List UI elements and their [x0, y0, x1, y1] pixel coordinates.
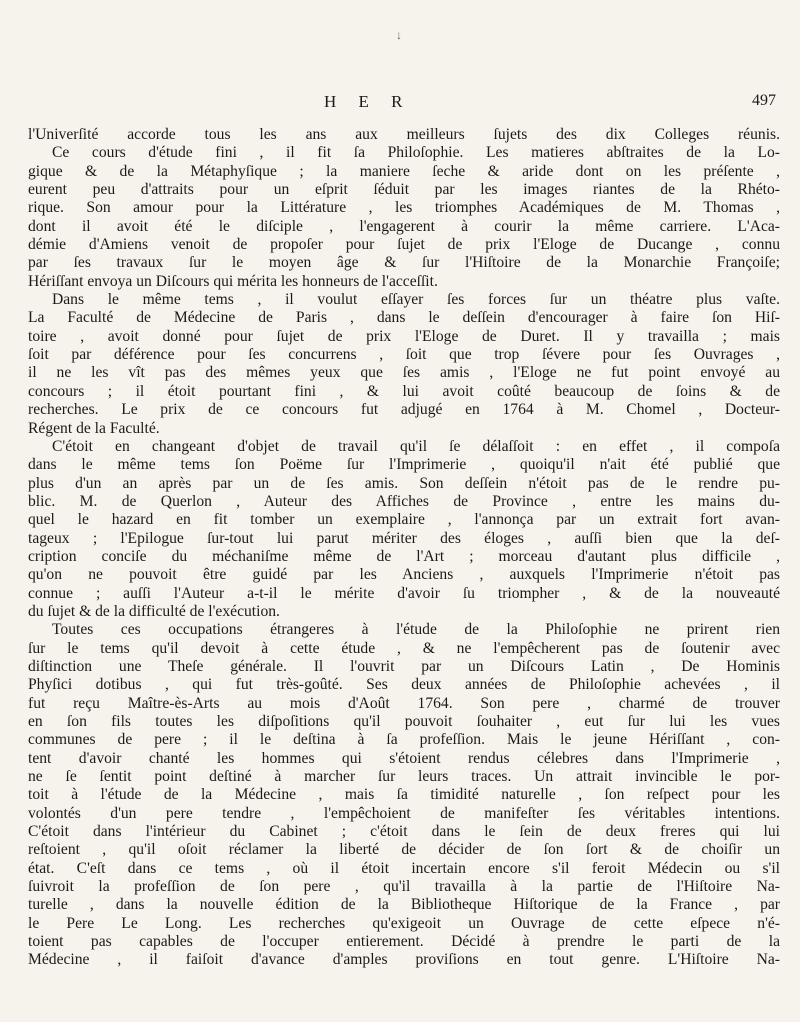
body-text	[28, 126, 780, 970]
text-line: démie d'Amiens venoit de propoſer pour ſujet de prix l'Eloge de Ducange , connu	[28, 236, 780, 254]
text-line: rique. Son amour pour la Littérature , les triomphes Académiques de M. Thomas ,	[28, 199, 780, 217]
text-line: toire , avoit donné pour ſujet de prix l'Eloge de Duret. Il y travailla ; mais	[28, 327, 780, 345]
text-line: Toutes ces occupations étrangeres à l'étude de la Philoſophie ne prirent rien	[52, 621, 780, 639]
text-line: concours ; il étoit pourtant fini , & lui avoit coûté beaucoup de ſoins & de	[28, 382, 780, 400]
text-line: Dans le même tems , il voulut eſſayer ſes forces ſur un théatre plus vaſte.	[52, 291, 780, 309]
text-line: Ce cours d'étude fini , il fit ſa Philoſophie. Les matieres abſtraites de la Lo-	[52, 144, 780, 162]
text-line: toient pas capables de l'occuper entierement. Décidé à prendre le parti de la	[28, 933, 780, 951]
text-line: ne ſe ſentit point deſtiné à marcher ſur leurs traces. Un attrait invincible le por-	[28, 768, 780, 786]
page-number: 497	[752, 92, 776, 109]
text-line: La Faculté de Médecine de Paris , dans le deſſein d'encourager à faire ſon Hiſ-	[28, 309, 780, 327]
text-line: l'Univerſité accorde tous les ans aux meilleurs ſujets des dix Colleges réunis.	[28, 126, 780, 143]
text-line: le Pere Le Long. Les recherches qu'exigeoit un Ouvrage de cette eſpece n'é-	[28, 914, 780, 932]
text-line: connue ; auſſi l'Auteur a-t-il le mérite d'avoir ſu triompher , & de la nouveauté	[28, 584, 780, 602]
text-line: toit à l'étude de la Médecine , mais ſa timidité naturelle , ſon reſpect pour les	[28, 786, 780, 804]
text-line: fut reçu Maître-ès-Arts au mois d'Août 1764. Son pere , charmé de trouver	[28, 694, 780, 712]
text-line: C'étoit dans l'intérieur du Cabinet ; c'étoit dans le ſein de deux freres qui lui	[28, 823, 780, 841]
text-line: dans le même tems ſon Poëme ſur l'Imprimerie , quoiqu'il n'ait été publié que	[28, 456, 780, 474]
text-line: dont il avoit été le diſciple , l'engagerent à courir la même carriere. L'Aca-	[28, 217, 780, 235]
text-line: turelle , dans la nouvelle édition de la Bibliotheque Hiſtorique de la France , par	[28, 896, 780, 914]
text-line: Médecine , il faiſoit d'avance d'amples proviſions en tout genre. L'Hiſtoire Na-	[28, 951, 780, 969]
text-line: volontés d'un pere tendre , l'empêchoient de manifeſter ſes véritables intentions.	[28, 804, 780, 822]
text-line: diſtinction une Theſe générale. Il l'ouvrit par un Diſcours Latin , De Hominis	[28, 657, 780, 675]
text-line: du ſujet & de la difficulté de l'exécution.	[28, 602, 280, 620]
text-line: il ne les vît pas des mêmes yeux que ſes amis , l'Eloge ne fut point envoyé au	[28, 364, 780, 382]
text-line: ſur le tems qu'il devoit à cette étude , & ne l'empêcherent pas de ſoutenir avec	[28, 639, 780, 657]
text-line: quel le hazard en fit tomber un exemplaire , l'annonça par un extrait fort avan-	[28, 511, 780, 529]
text-line: blic. M. de Querlon , Auteur des Affiches de Province , entre les mains du-	[28, 492, 780, 510]
text-line: ſuivroit la profeſſion de ſon pere , qu'il travailla à la partie de l'Hiſtoire Na-	[28, 878, 780, 896]
text-line: plus d'un an après par un de ſes amis. Son deſſein n'étoit pas de le rendre pu-	[28, 474, 780, 492]
text-line: cription conciſe du méchaniſme même de l'Art ; morceau d'autant plus difficile ,	[28, 547, 780, 565]
text-line: Hériſſant envoya un Diſcours qui mérita les honneurs de l'acceſſit.	[28, 272, 438, 290]
text-line: par ſes travaux ſur le moyen âge & ſur l'Hiſtoire de la Monarchie Françoiſe;	[28, 254, 780, 272]
text-line: tageux ; l'Epilogue ſur-tout lui parut mériter des éloges , auſſi bien que la deſ-	[28, 529, 780, 547]
text-line: ſoit par déférence pour ſes concurrens , ſoit que trop ſévere pour ſes Ouvrages ,	[28, 346, 780, 364]
text-line: gique & de la Métaphyſique ; la maniere ſeche & aride dont on les préſente ,	[28, 162, 780, 180]
text-line: Régent de la Faculté.	[28, 419, 160, 437]
text-line: communes de pere ; il le deſtina à ſa profeſſion. Mais le jeune Hériſſant , con-	[28, 731, 780, 749]
text-line: recherches. Le prix de ce concours fut adjugé en 1764 à M. Chomel , Docteur-	[28, 401, 780, 419]
running-head-title: H E R	[324, 92, 412, 111]
text-line: C'étoit en changeant d'objet de travail qu'il ſe délaſſoit : en effet , il compoſa	[52, 437, 780, 455]
text-line: tent d'avoir chanté les hommes qui s'étoient rendus célebres dans l'Imprimerie ,	[28, 749, 780, 767]
stray-mark: ↓	[396, 28, 402, 42]
text-line: en ſon fils toutes les diſpoſitions qu'il pouvoit ſouhaiter , eut ſur lui les vues	[28, 713, 780, 730]
text-line: qu'on ne pouvoit être guidé par les Anciens , auxquels l'Imprimerie n'étoit pas	[28, 566, 780, 584]
running-head	[28, 92, 780, 126]
text-line: eurent peu d'attraits pour un eſprit ſéduit par les images riantes de la Rhéto-	[28, 181, 780, 199]
text-line: reſtoient , qu'il oſoit réclamer la liberté de décider de ſon ſort & de choiſir un	[28, 841, 780, 859]
document-page	[28, 92, 780, 970]
text-line: état. C'eſt dans ce tems , où il étoit incertain encore s'il feroit Médecin ou s'il	[28, 859, 780, 877]
text-line: Phyſici dotibus , qui fut très-goûté. Ses deux années de Philoſophie achevées , il	[28, 676, 780, 694]
